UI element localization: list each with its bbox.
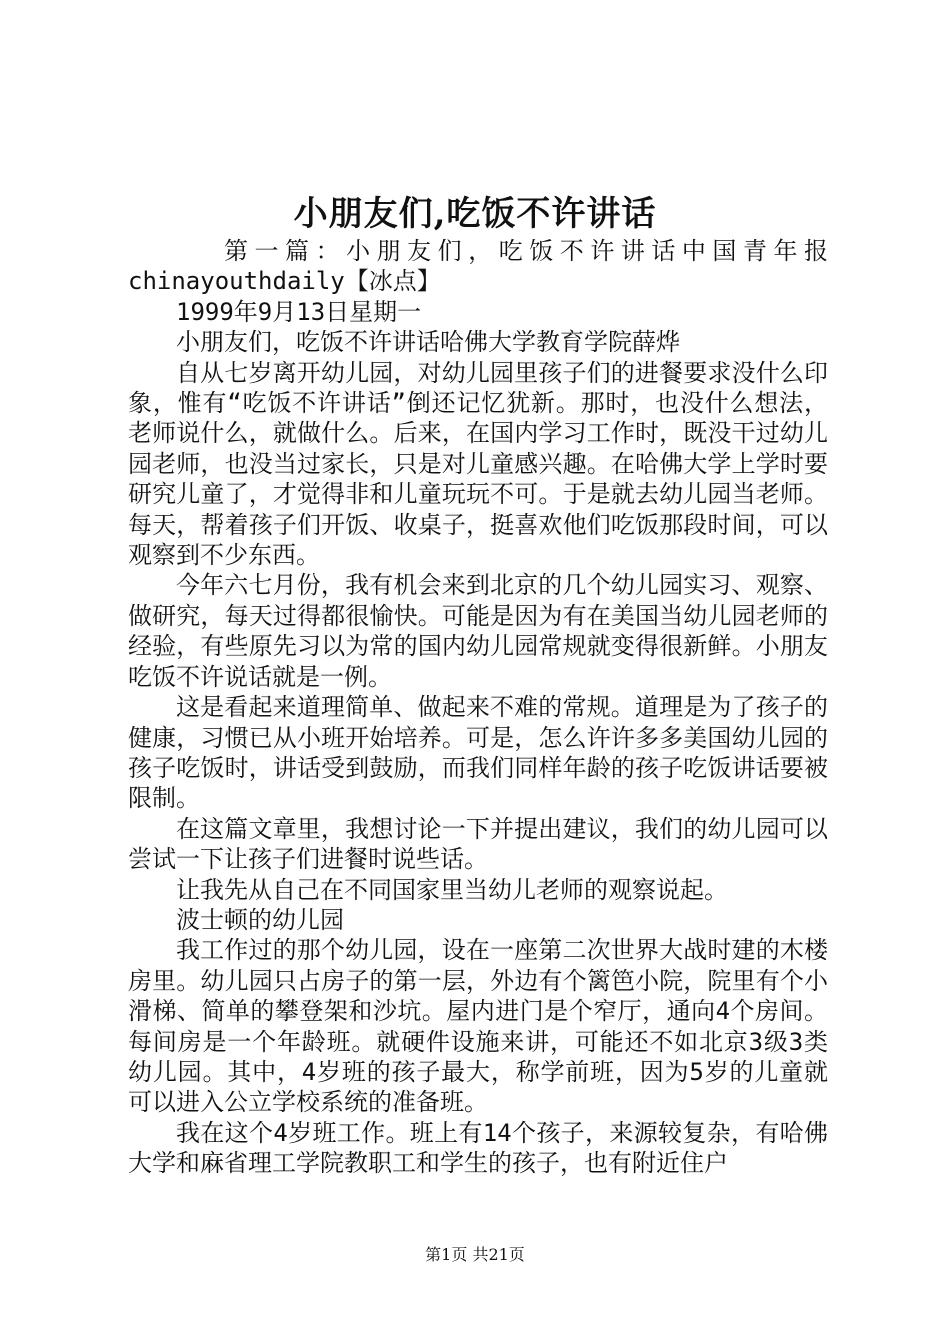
paragraph-intro: 第一篇：小朋友们，吃饭不许讲话中国青年报chinayouthdaily【冰点】	[128, 237, 828, 296]
paragraph: 在这篇文章里，我想讨论一下并提出建议，我们的幼儿园可以尝试一下让孩子们进餐时说些话。	[128, 814, 828, 874]
paragraph: 自从七岁离开幼儿园，对幼儿园里孩子们的进餐要求没什么印象，惟有“吃饭不许讲话”倒还记忆犹新。那时，也没什么想法，老师说什么，就做什么。后来，在国内学习工作时，既没干过幼儿园老师，也没当过家长，只是对儿童感兴趣。在哈佛大学上学时要研究儿童了，才觉得非和儿童玩玩不可。于是就去幼儿园当老师。每天，帮着孩子们开饭、收桌子，挺喜欢他们吃饭那段时间，可以观察到不少东西。	[128, 358, 828, 570]
document-body	[128, 236, 828, 1179]
page-footer: 第1页 共21页	[425, 1245, 525, 1264]
paragraph-byline: 小朋友们，吃饭不许讲话哈佛大学教育学院薛烨	[176, 328, 680, 357]
paragraph: 这是看起来道理简单、做起来不难的常规。道理是为了孩子的健康，习惯已从小班开始培养。可是，怎么许许多多美国幼儿园的孩子吃饭时，讲话受到鼓励，而我们同样年龄的孩子吃饭讲话要被限制。	[128, 693, 828, 813]
document-title: 小朋友们,吃饭不许讲话	[293, 194, 657, 234]
paragraph: 我工作过的那个幼儿园，设在一座第二次世界大战时建的木楼房里。幼儿园只占房子的第一层，外边有个篱笆小院，院里有个小滑梯、简单的攀登架和沙坑。屋内进门是个窄厅，通向4个房间。每间房是一个年龄班。就硬件设施来讲，可能还不如北京3级3类幼儿园。其中，4岁班的孩子最大，称学前班，因为5岁的儿童就可以进入公立学校系统的准备班。	[128, 936, 828, 1117]
paragraph: 今年六七月份，我有机会来到北京的几个幼儿园实习、观察、做研究，每天过得都很愉快。可能是因为有在美国当幼儿园老师的经验，有些原先习以为常的国内幼儿园常规就变得很新鲜。小朋友吃饭不许说话就是一例。	[128, 571, 828, 691]
section-heading: 波士顿的幼儿园	[176, 905, 344, 934]
paragraph: 让我先从自己在不同国家里当幼儿老师的观察说起。	[176, 875, 728, 904]
paragraph-date: 1999年9月13日星期一	[176, 297, 422, 326]
paragraph: 我在这个4岁班工作。班上有14个孩子，来源较复杂，有哈佛大学和麻省理工学院教职工和学生的孩子，也有附近住户	[128, 1118, 828, 1178]
